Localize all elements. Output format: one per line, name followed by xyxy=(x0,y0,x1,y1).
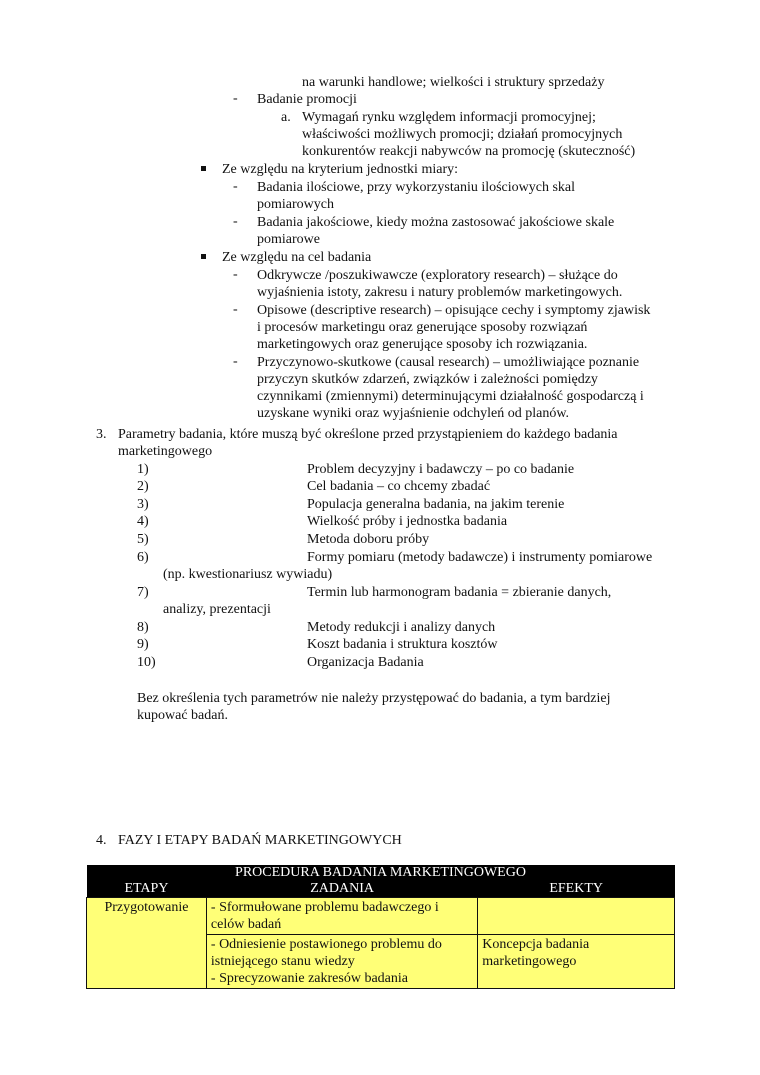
param-number: 5) xyxy=(137,532,149,547)
param-text: Koszt badania i struktura kosztów xyxy=(307,637,498,652)
goal-item-line: wyjaśnienia istoty, zakresu i natury problemów marketingowych. xyxy=(257,285,623,300)
section3-note: Bez określenia tych parametrów nie należy przystępować do badania, a tym bardziej xyxy=(137,691,611,706)
section3-number: 3. xyxy=(96,427,107,442)
table-title: PROCEDURA BADANIA MARKETINGOWEGO xyxy=(87,865,675,881)
section3-note: kupować badań. xyxy=(137,708,228,723)
measure-item-line: Badania ilościowe, przy wykorzystaniu ilościowych skal xyxy=(257,180,576,195)
measure-heading: Ze względu na kryterium jednostki miary: xyxy=(222,162,458,177)
param-number: 4) xyxy=(137,514,149,529)
dash-marker: - xyxy=(233,267,238,282)
param-text: Formy pomiaru (metody badawcze) i instrumenty pomiarowe xyxy=(307,550,653,565)
task-line: istniejącego stanu wiedzy xyxy=(210,954,355,969)
table-row xyxy=(87,898,675,935)
dash-marker: - xyxy=(233,214,238,229)
param-number: 9) xyxy=(137,637,149,652)
promo-item-marker: a. xyxy=(281,110,291,125)
section4-number: 4. xyxy=(96,833,107,848)
stage-cell: Przygotowanie xyxy=(87,898,207,989)
effect-line: marketingowego xyxy=(482,954,577,969)
table-header-row xyxy=(87,881,675,898)
effect-cell xyxy=(478,898,675,935)
goal-item-line: przyczyn skutków zdarzeń, związków i zależności pomiędzy xyxy=(257,372,598,387)
param-number: 8) xyxy=(137,620,149,635)
task-line: - Sformułowane problemu badawczego i xyxy=(210,900,439,915)
intro-line: na warunki handlowe; wielkości i struktury sprzedaży xyxy=(302,75,605,90)
measure-item-line: Badania jakościowe, kiedy można zastosować jakościowe skale xyxy=(257,215,615,230)
section3-heading: marketingowego xyxy=(118,444,213,459)
goal-heading: Ze względu na cel badania xyxy=(222,250,372,265)
measure-item-line: pomiarowe xyxy=(257,232,320,247)
param-number: 6) xyxy=(137,550,149,565)
param-number: 10) xyxy=(137,655,156,670)
param-text: Organizacja Badania xyxy=(307,655,424,670)
param-text: Termin lub harmonogram badania = zbieranie danych, xyxy=(307,585,612,600)
goal-item-line: Odkrywcze /poszukiwawcze (exploratory research) – służące do xyxy=(257,268,618,283)
dash-marker: - xyxy=(233,91,238,106)
goal-item-line: i procesów marketingu oraz generujące sposoby rozwiązań xyxy=(257,320,588,335)
effect-cell xyxy=(478,935,675,989)
column-header-tasks: ZADANIA xyxy=(206,881,477,898)
param-text: Populacja generalna badania, na jakim terenie xyxy=(307,497,565,512)
promo-item-line: konkurentów reakcji nabywców na promocję (skuteczność) xyxy=(302,144,636,159)
bullet-square-icon xyxy=(201,166,206,171)
goal-item-line: Opisowe (descriptive research) – opisujące cechy i symptomy zjawisk xyxy=(257,303,651,318)
promo-item-line: właściwości możliwych promocji; działań promocyjnych xyxy=(302,127,623,142)
dash-marker: - xyxy=(233,179,238,194)
promo-item-line: Wymagań rynku względem informacji promocyjnej; xyxy=(302,110,596,125)
param-number: 2) xyxy=(137,479,149,494)
procedure-table xyxy=(86,865,675,989)
dash-marker: - xyxy=(233,302,238,317)
table-title-row xyxy=(87,865,675,881)
task-cell xyxy=(206,935,477,989)
section3-heading: Parametry badania, które muszą być określone przed przystąpieniem do każdego badania xyxy=(118,427,618,442)
goal-item-line: marketingowych oraz generujące sposoby ich rozwiązania. xyxy=(257,337,588,352)
param-text: Cel badania – co chcemy zbadać xyxy=(307,479,491,494)
param-number: 7) xyxy=(137,585,149,600)
param-text: Metoda doboru próby xyxy=(307,532,430,547)
param-continuation: (np. kwestionariusz wywiadu) xyxy=(163,567,333,582)
task-cell xyxy=(206,898,477,935)
param-text: Wielkość próby i jednostka badania xyxy=(307,514,508,529)
goal-item-line: Przyczynowo-skutkowe (causal research) – umożliwiające poznanie xyxy=(257,355,640,370)
param-text: Metody redukcji i analizy danych xyxy=(307,620,496,635)
param-text: Problem decyzyjny i badawczy – po co badanie xyxy=(307,462,575,477)
column-header-stages: ETAPY xyxy=(87,881,207,898)
column-header-effects: EFEKTY xyxy=(478,881,675,898)
promo-heading: Badanie promocji xyxy=(257,92,357,107)
param-number: 1) xyxy=(137,462,149,477)
goal-item-line: czynnikami (zmiennymi) determinującymi działalność gospodarczą i xyxy=(257,389,644,404)
bullet-square-icon xyxy=(201,254,206,259)
goal-item-line: uzyskane wyniki oraz wyjaśnienie odchyleń od planów. xyxy=(257,406,570,421)
task-line: celów badań xyxy=(210,917,282,932)
effect-line: Koncepcja badania xyxy=(482,937,590,952)
task-line: - Odniesienie postawionego problemu do xyxy=(210,937,442,952)
measure-item-line: pomiarowych xyxy=(257,197,334,212)
dash-marker: - xyxy=(233,354,238,369)
section4-heading: FAZY I ETAPY BADAŃ MARKETINGOWYCH xyxy=(118,833,402,848)
param-continuation: analizy, prezentacji xyxy=(163,602,271,617)
task-line: - Sprecyzowanie zakresów badania xyxy=(210,971,408,986)
param-number: 3) xyxy=(137,497,149,512)
